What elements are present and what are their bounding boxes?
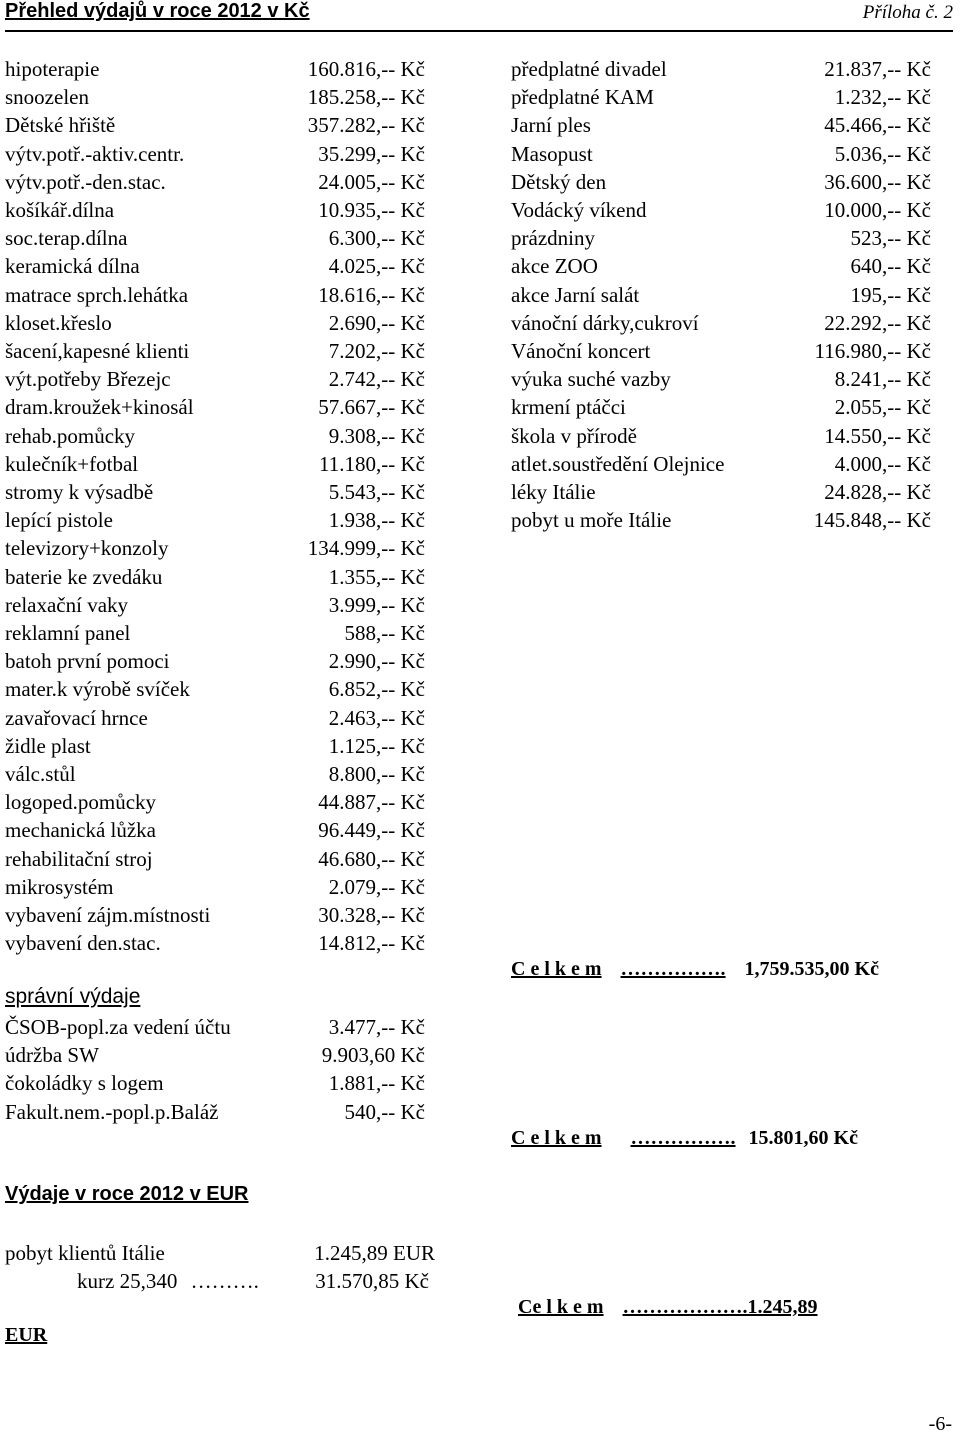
total-label-3: Ce l k e m — [518, 1296, 604, 1318]
expense-label: hipoterapie — [5, 57, 100, 81]
total-value-3: 1.245,89 — [747, 1296, 818, 1318]
expense-label: čokoládky s logem — [5, 1071, 164, 1096]
expense-amount: 96.449,-- Kč — [318, 818, 425, 843]
expense-row — [511, 168, 931, 196]
expense-row — [511, 55, 931, 83]
expense-amount: 2.990,-- Kč — [328, 649, 425, 674]
expense-amount: 2.690,-- Kč — [328, 310, 425, 335]
expense-amount: 9.903,60 Kč — [321, 1043, 425, 1068]
expense-row — [5, 281, 425, 309]
expense-row — [5, 140, 425, 168]
expense-label: Jarní ples — [511, 113, 591, 138]
expense-row — [5, 619, 425, 647]
expense-amount: 30.328,-- Kč — [318, 903, 425, 927]
expense-amount: 14.550,-- Kč — [824, 423, 931, 448]
expense-row — [511, 337, 931, 365]
expense-label: reklamní panel — [5, 621, 131, 645]
expense-amount: 21.837,-- Kč — [824, 57, 931, 81]
expense-row — [511, 478, 931, 506]
expense-amount: 2.055,-- Kč — [834, 395, 931, 420]
expense-amount: 6.852,-- Kč — [328, 677, 425, 702]
expense-amount: 4.000,-- Kč — [834, 451, 931, 476]
expense-row — [511, 111, 931, 139]
expense-row — [5, 816, 425, 844]
eur-stay-amount: 1.245,89 EUR — [314, 1241, 435, 1265]
right-expense-column — [511, 55, 931, 575]
expense-amount: 36.600,-- Kč — [824, 169, 931, 194]
expense-label: mikrosystém — [5, 874, 114, 899]
expense-row — [5, 929, 425, 957]
expense-label: kulečník+fotbal — [5, 451, 139, 476]
expense-row — [511, 140, 931, 168]
total-dots-3: ………………. — [622, 1296, 748, 1318]
expense-row — [5, 111, 425, 139]
expense-amount: 145.848,-- Kč — [813, 508, 931, 533]
expense-row — [5, 506, 425, 534]
expense-row — [5, 788, 425, 816]
expense-amount: 2.079,-- Kč — [328, 874, 425, 899]
expense-amount: 134.999,-- Kč — [307, 536, 425, 561]
expense-label: kloset.křeslo — [5, 310, 112, 335]
total-dots-1: ……………. — [620, 958, 726, 980]
expense-row — [5, 168, 425, 196]
eur-rate-label — [77, 1267, 259, 1295]
expense-row — [5, 704, 425, 732]
expense-amount: 7.202,-- Kč — [328, 339, 425, 363]
expense-label: předplatné divadel — [511, 57, 667, 81]
admin-section-title: správní výdaje — [5, 985, 141, 1008]
expense-row — [5, 224, 425, 252]
appendix-label: Příloha č. 2 — [862, 2, 953, 23]
expense-row — [511, 506, 931, 534]
expense-label: košíkář.dílna — [5, 198, 115, 222]
expense-amount: 3.999,-- Kč — [328, 592, 425, 617]
expense-amount: 35.299,-- Kč — [318, 141, 425, 166]
total-line-3 — [518, 1296, 818, 1319]
expense-label: akce ZOO — [511, 254, 598, 279]
expense-amount: 160.816,-- Kč — [307, 57, 425, 81]
expense-label: pobyt u moře Itálie — [511, 508, 672, 533]
total-line-1 — [511, 958, 879, 981]
expense-label: výt.potřeby Březejc — [5, 367, 171, 392]
expense-label: keramická dílna — [5, 254, 140, 279]
expense-row — [5, 873, 425, 901]
expense-amount: 9.308,-- Kč — [328, 423, 425, 448]
expense-label: logoped.pomůcky — [5, 790, 157, 815]
expense-amount: 2.742,-- Kč — [328, 367, 425, 392]
expense-row — [5, 252, 425, 280]
expense-row — [5, 83, 425, 111]
expense-amount: 22.292,-- Kč — [824, 310, 931, 335]
expense-row — [511, 224, 931, 252]
expense-row — [5, 196, 425, 224]
expense-row — [5, 591, 425, 619]
expense-amount: 14.812,-- Kč — [318, 931, 425, 956]
expense-amount: 57.667,-- Kč — [318, 395, 425, 420]
expense-label: předplatné KAM — [511, 85, 654, 110]
expense-label: prázdniny — [511, 226, 595, 251]
expense-amount: 6.300,-- Kč — [328, 226, 425, 251]
expense-amount: 116.980,-- Kč — [814, 339, 931, 363]
expense-row — [5, 393, 425, 421]
eur-currency-note — [5, 1324, 47, 1347]
expense-label: akce Jarní salát — [511, 282, 640, 307]
expense-amount: 24.828,-- Kč — [824, 480, 931, 504]
eur-rate-text: kurz 25,340 — [77, 1269, 178, 1293]
expense-amount: 24.005,-- Kč — [318, 169, 425, 194]
expense-label: televizory+konzoly — [5, 536, 169, 561]
expense-row — [511, 83, 931, 111]
expense-row — [5, 647, 425, 675]
expense-row — [5, 450, 425, 478]
eur-rate-dots: ………. — [190, 1269, 259, 1293]
expense-row — [5, 760, 425, 788]
eur-currency-text: EUR — [5, 1324, 48, 1346]
total-dots-2: ……………. — [630, 1127, 736, 1149]
expense-label: Dětské hřiště — [5, 113, 116, 138]
expense-amount: 523,-- Kč — [850, 226, 931, 251]
expense-row — [5, 309, 425, 337]
expense-amount: 640,-- Kč — [850, 254, 931, 279]
expense-row — [511, 365, 931, 393]
expense-amount: 5.543,-- Kč — [328, 480, 425, 504]
expense-amount: 1.125,-- Kč — [328, 733, 425, 758]
expense-row — [5, 478, 425, 506]
expense-row — [5, 534, 425, 562]
expense-label: rehabilitační stroj — [5, 846, 153, 871]
expense-label: šacení,kapesné klienti — [5, 339, 190, 363]
expense-amount: 8.800,-- Kč — [328, 762, 425, 786]
expense-amount: 10.935,-- Kč — [318, 198, 425, 222]
left-expense-column — [5, 55, 425, 1135]
total-value-1: 1,759.535,00 Kč — [744, 958, 879, 980]
expense-row — [511, 393, 931, 421]
expense-label: mechanická lůžka — [5, 818, 156, 843]
expense-row — [511, 309, 931, 337]
expense-amount: 18.616,-- Kč — [318, 282, 425, 307]
expense-amount: 4.025,-- Kč — [328, 254, 425, 279]
expense-amount: 10.000,-- Kč — [824, 198, 931, 222]
expense-amount: 1.881,-- Kč — [328, 1071, 425, 1096]
expense-row — [5, 1013, 425, 1041]
expense-label: výtv.potř.-den.stac. — [5, 169, 166, 194]
expense-label: baterie ke zvedáku — [5, 564, 163, 589]
expense-row — [511, 252, 931, 280]
expense-row — [5, 422, 425, 450]
expense-row — [5, 675, 425, 703]
expense-label: Fakult.nem.-popl.p.Baláž — [5, 1099, 219, 1124]
expense-row — [5, 1098, 425, 1126]
expense-label: dram.kroužek+kinosál — [5, 395, 194, 420]
page-title: Přehled výdajů v roce 2012 v Kč — [5, 0, 310, 22]
expense-label: válc.stůl — [5, 762, 76, 786]
expense-label: výtv.potř.-aktiv.centr. — [5, 141, 185, 166]
expense-row — [511, 196, 931, 224]
expense-label: lepící pistole — [5, 508, 113, 533]
expense-amount: 357.282,-- Kč — [307, 113, 425, 138]
expense-amount: 8.241,-- Kč — [834, 367, 931, 392]
expense-row — [5, 732, 425, 760]
expense-amount: 45.466,-- Kč — [824, 113, 931, 138]
expense-label: snoozelen — [5, 85, 89, 110]
expense-label: relaxační vaky — [5, 592, 129, 617]
expense-amount: 195,-- Kč — [850, 282, 931, 307]
expense-row — [5, 337, 425, 365]
expense-label: zavařovací hrnce — [5, 705, 148, 730]
expense-label: ČSOB-popl.za vedení účtu — [5, 1015, 231, 1039]
expense-label: batoh první pomoci — [5, 649, 170, 674]
expense-label: údržba SW — [5, 1043, 99, 1068]
expense-amount: 46.680,-- Kč — [318, 846, 425, 871]
expense-label: Vánoční koncert — [511, 339, 651, 363]
expense-label: atlet.soustředění Olejnice — [511, 451, 725, 476]
expense-label: vánoční dárky,cukroví — [511, 310, 699, 335]
expense-amount: 2.463,-- Kč — [328, 705, 425, 730]
eur-rate-row — [5, 1267, 435, 1295]
expense-row — [5, 563, 425, 591]
expense-label: stromy k výsadbě — [5, 480, 154, 504]
expense-label: mater.k výrobě svíček — [5, 677, 190, 702]
expense-amount: 1.938,-- Kč — [328, 508, 425, 533]
expense-row — [511, 450, 931, 478]
total-value-2: 15.801,60 Kč — [748, 1127, 858, 1149]
expense-amount: 1.355,-- Kč — [328, 564, 425, 589]
expense-amount: 1.232,-- Kč — [834, 85, 931, 110]
expense-label: výuka suché vazby — [511, 367, 671, 392]
expense-amount: 44.887,-- Kč — [318, 790, 425, 815]
expense-row — [511, 422, 931, 450]
expense-amount: 588,-- Kč — [344, 621, 425, 645]
eur-stay-label: pobyt klientů Itálie — [5, 1241, 165, 1265]
expense-row — [5, 845, 425, 873]
expense-label: Vodácký víkend — [511, 198, 647, 222]
total-label-2: C e l k e m — [511, 1127, 602, 1149]
expense-label: vybavení den.stac. — [5, 931, 161, 956]
eur-stay-row — [5, 1239, 435, 1267]
expense-row — [511, 281, 931, 309]
expense-row — [5, 1041, 425, 1069]
expense-label: židle plast — [5, 733, 91, 758]
expense-label: Dětský den — [511, 169, 607, 194]
eur-rate-amount: 31.570,85 Kč — [315, 1269, 429, 1293]
page-header — [5, 0, 953, 32]
total-line-2 — [511, 1127, 858, 1150]
expense-label: matrace sprch.lehátka — [5, 282, 189, 307]
eur-section-title: Výdaje v roce 2012 v EUR — [5, 1183, 249, 1205]
expense-amount: 540,-- Kč — [344, 1099, 425, 1124]
expense-amount: 11.180,-- Kč — [319, 451, 425, 476]
expense-row — [5, 55, 425, 83]
expense-amount: 3.477,-- Kč — [328, 1015, 425, 1039]
expense-row — [5, 365, 425, 393]
expense-label: léky Itálie — [511, 480, 596, 504]
expense-label: soc.terap.dílna — [5, 226, 128, 251]
expense-row — [5, 1069, 425, 1097]
expense-amount: 5.036,-- Kč — [834, 141, 931, 166]
expense-label: rehab.pomůcky — [5, 423, 136, 448]
page-number: -6- — [928, 1413, 952, 1435]
expense-label: škola v přírodě — [511, 423, 637, 448]
expense-label: Masopust — [511, 141, 593, 166]
total-label-1: C e l k e m — [511, 958, 602, 980]
expense-label: krmení ptáčci — [511, 395, 626, 420]
expense-amount: 185.258,-- Kč — [307, 85, 425, 110]
expense-row — [5, 901, 425, 929]
expense-label: vybavení zájm.místnosti — [5, 903, 211, 927]
